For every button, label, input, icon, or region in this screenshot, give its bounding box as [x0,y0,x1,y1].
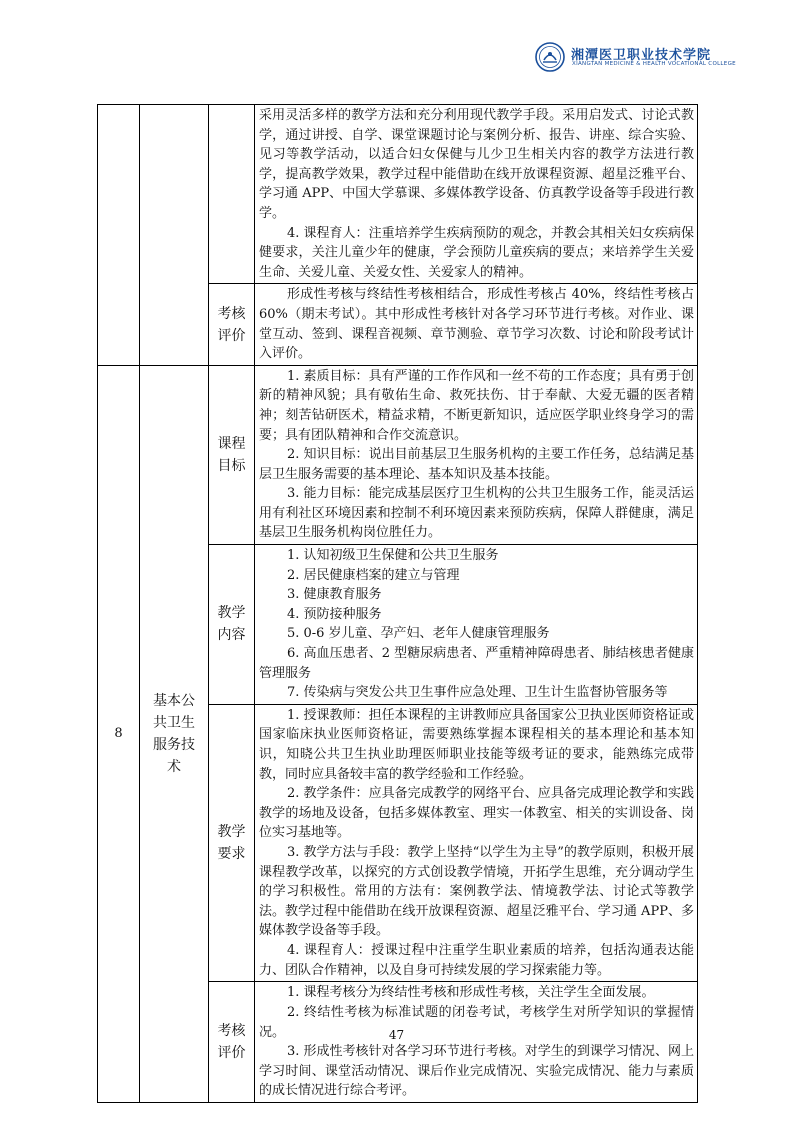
empty-number-cell [98,105,140,366]
teaching-content-list [255,545,698,705]
assessment-content [255,284,698,365]
assessment-paragraph: 形成性考核与终结性考核相结合，形成性考核占 40%，终结性考核占 60%（期末考试）。其中形成性考核针对各学习环节进行考核。对作业、课堂互动、签到、课程音视频、章节测验、章节学习次数、讨论和阶段考试计入评价。 [259,287,694,362]
content-item: 6. 高血压患者、2 型糖尿病患者、严重精神障碍患者、肺结核患者健康管理服务 [259,646,694,681]
goal-item: 1. 素质目标：具有严谨的工作作风和一丝不苟的工作态度；具有勇于创新的精神风貌；具有敬佑生命、救死扶伤、甘于奉献、大爱无疆的医者精神；刻苦钻研医术，精益求精，不断更新知识，适应医学职业终身学习的需要；具有团队精神和合作交流意识。 [259,368,694,443]
goal-item: 2. 知识目标：说出目前基层卫生服务机构的主要工作任务，总结满足基层卫生服务需要的基本理论、基本知识及基本技能。 [259,447,694,482]
teaching-requirements-content [255,704,698,981]
empty-label-cell [209,105,255,284]
college-name: 湘潭医卫职业技术学院 [571,48,712,63]
requirement-item: 4. 课程育人：授课过程中注重学生职业素质的培养，包括沟通表达能力、团队合作精神，以及自身可持续发展的学习探索能力等。 [259,942,694,978]
assessment-item: 1. 课程考核分为终结性考核和形成性考核，关注学生全面发展。 [286,985,655,1001]
teaching-content-label: 教学内容 [209,545,255,705]
empty-name-cell [140,105,209,366]
curriculum-table [97,104,698,1103]
course-goal-content [255,365,698,544]
course-name: 基本公共卫生服务技术 [140,365,209,1102]
teaching-requirements-label: 教学要求 [209,704,255,981]
table-row [98,365,698,544]
teaching-requirements-continued [255,105,698,284]
assessment-label: 考核评价 [209,982,255,1103]
content-item: 4. 预防接种服务 [286,606,382,622]
page-number: 47 [388,1028,405,1042]
assessment-content [255,982,698,1103]
education-paragraph: 4. 课程育人：注重培养学生疾病预防的观念，并教会其相关妇女疾病保健要求，关注儿童少年的健康，学会预防儿童疾病的要点；来培养学生关爱生命、关爱儿童、关爱女性、关爱家人的精神。 [259,225,694,280]
requirement-item: 1. 授课教师：担任本课程的主讲教师应具备国家公卫执业医师资格证或国家临床执业医师资格证，需要熟练掌握本课程相关的基本理论和基本知识，知晓公共卫生执业助理医师职业技能等级考证的要求，能熟练完成带教，同时应具备较丰富的教学经验和工作经验。 [259,707,694,782]
content-item: 2. 居民健康档案的建立与管理 [286,567,460,583]
assessment-item: 2. 终结性考核为标准试题的闭卷考试，考核学生对所学知识的掌握情况。 [259,1004,694,1040]
goal-item: 3. 能力目标：能完成基层医疗卫生机构的公共卫生服务工作，能灵活运用有利社区环境因素和控制不利环境因素来预防疾病，保障人群健康，满足基层卫生服务机构岗位胜任力。 [259,486,694,541]
content-item: 3. 健康教育服务 [286,587,382,603]
course-number: 8 [98,365,140,1102]
table-row [98,105,698,284]
page-header [535,42,745,74]
course-goal-label: 课程目标 [209,365,255,544]
assessment-item: 3. 形成性考核针对各学习环节进行考核。对学生的到课学习情况、网上学习时间、课堂活动情况、课后作业完成情况、实验完成情况、能力与素质的成长情况进行综合考评。 [259,1044,694,1099]
requirement-item: 3. 教学方法与手段：教学上坚持“以学生为主导”的教学原则，积极开展课程教学改革，以探究的方式创设教学情境，开拓学生思维，充分调动学生的学习积极性。常用的方法有：案例教学法、情境教学法、讨论式等教学法。教学过程中能借助在线开放课程资源、超星泛雅平台、学习通 APP、多媒体教学设备等手段。 [259,844,694,939]
content-item: 7. 传染病与突发公共卫生事件应急处理、卫生计生监督协管服务等 [286,685,668,701]
assessment-label: 考核评价 [209,284,255,365]
college-name-en: XIANGTAN MEDICINE & HEALTH VOCATIONAL COLLEGE [572,61,736,67]
methods-paragraph: 采用灵活多样的教学方法和充分利用现代教学手段。采用启发式、讨论式教学，通过讲授、自学、课堂课题讨论与案例分析、报告、讲座、综合实验、见习等教学活动，以适合妇女保健与儿少卫生相关内容的教学方法进行教学，提高教学效果，教学过程中能借助在线开放课程资源、超星泛雅平台、学习通 APP、中国大学慕课、多媒体教学设备、仿真教学设备等手段进行教学。 [259,108,694,221]
requirement-item: 2. 教学条件：应具备完成教学的网络平台、应具备完成理论教学和实践教学的场地及设备，包括多媒体教室、理实一体教室、相关的实训设备、岗位实习基地等。 [259,786,694,841]
content-item: 1. 认知初级卫生保健和公共卫生服务 [286,548,499,564]
content-item: 5. 0-6 岁儿童、孕产妇、老年人健康管理服务 [286,626,550,642]
college-logo-icon [535,42,565,72]
